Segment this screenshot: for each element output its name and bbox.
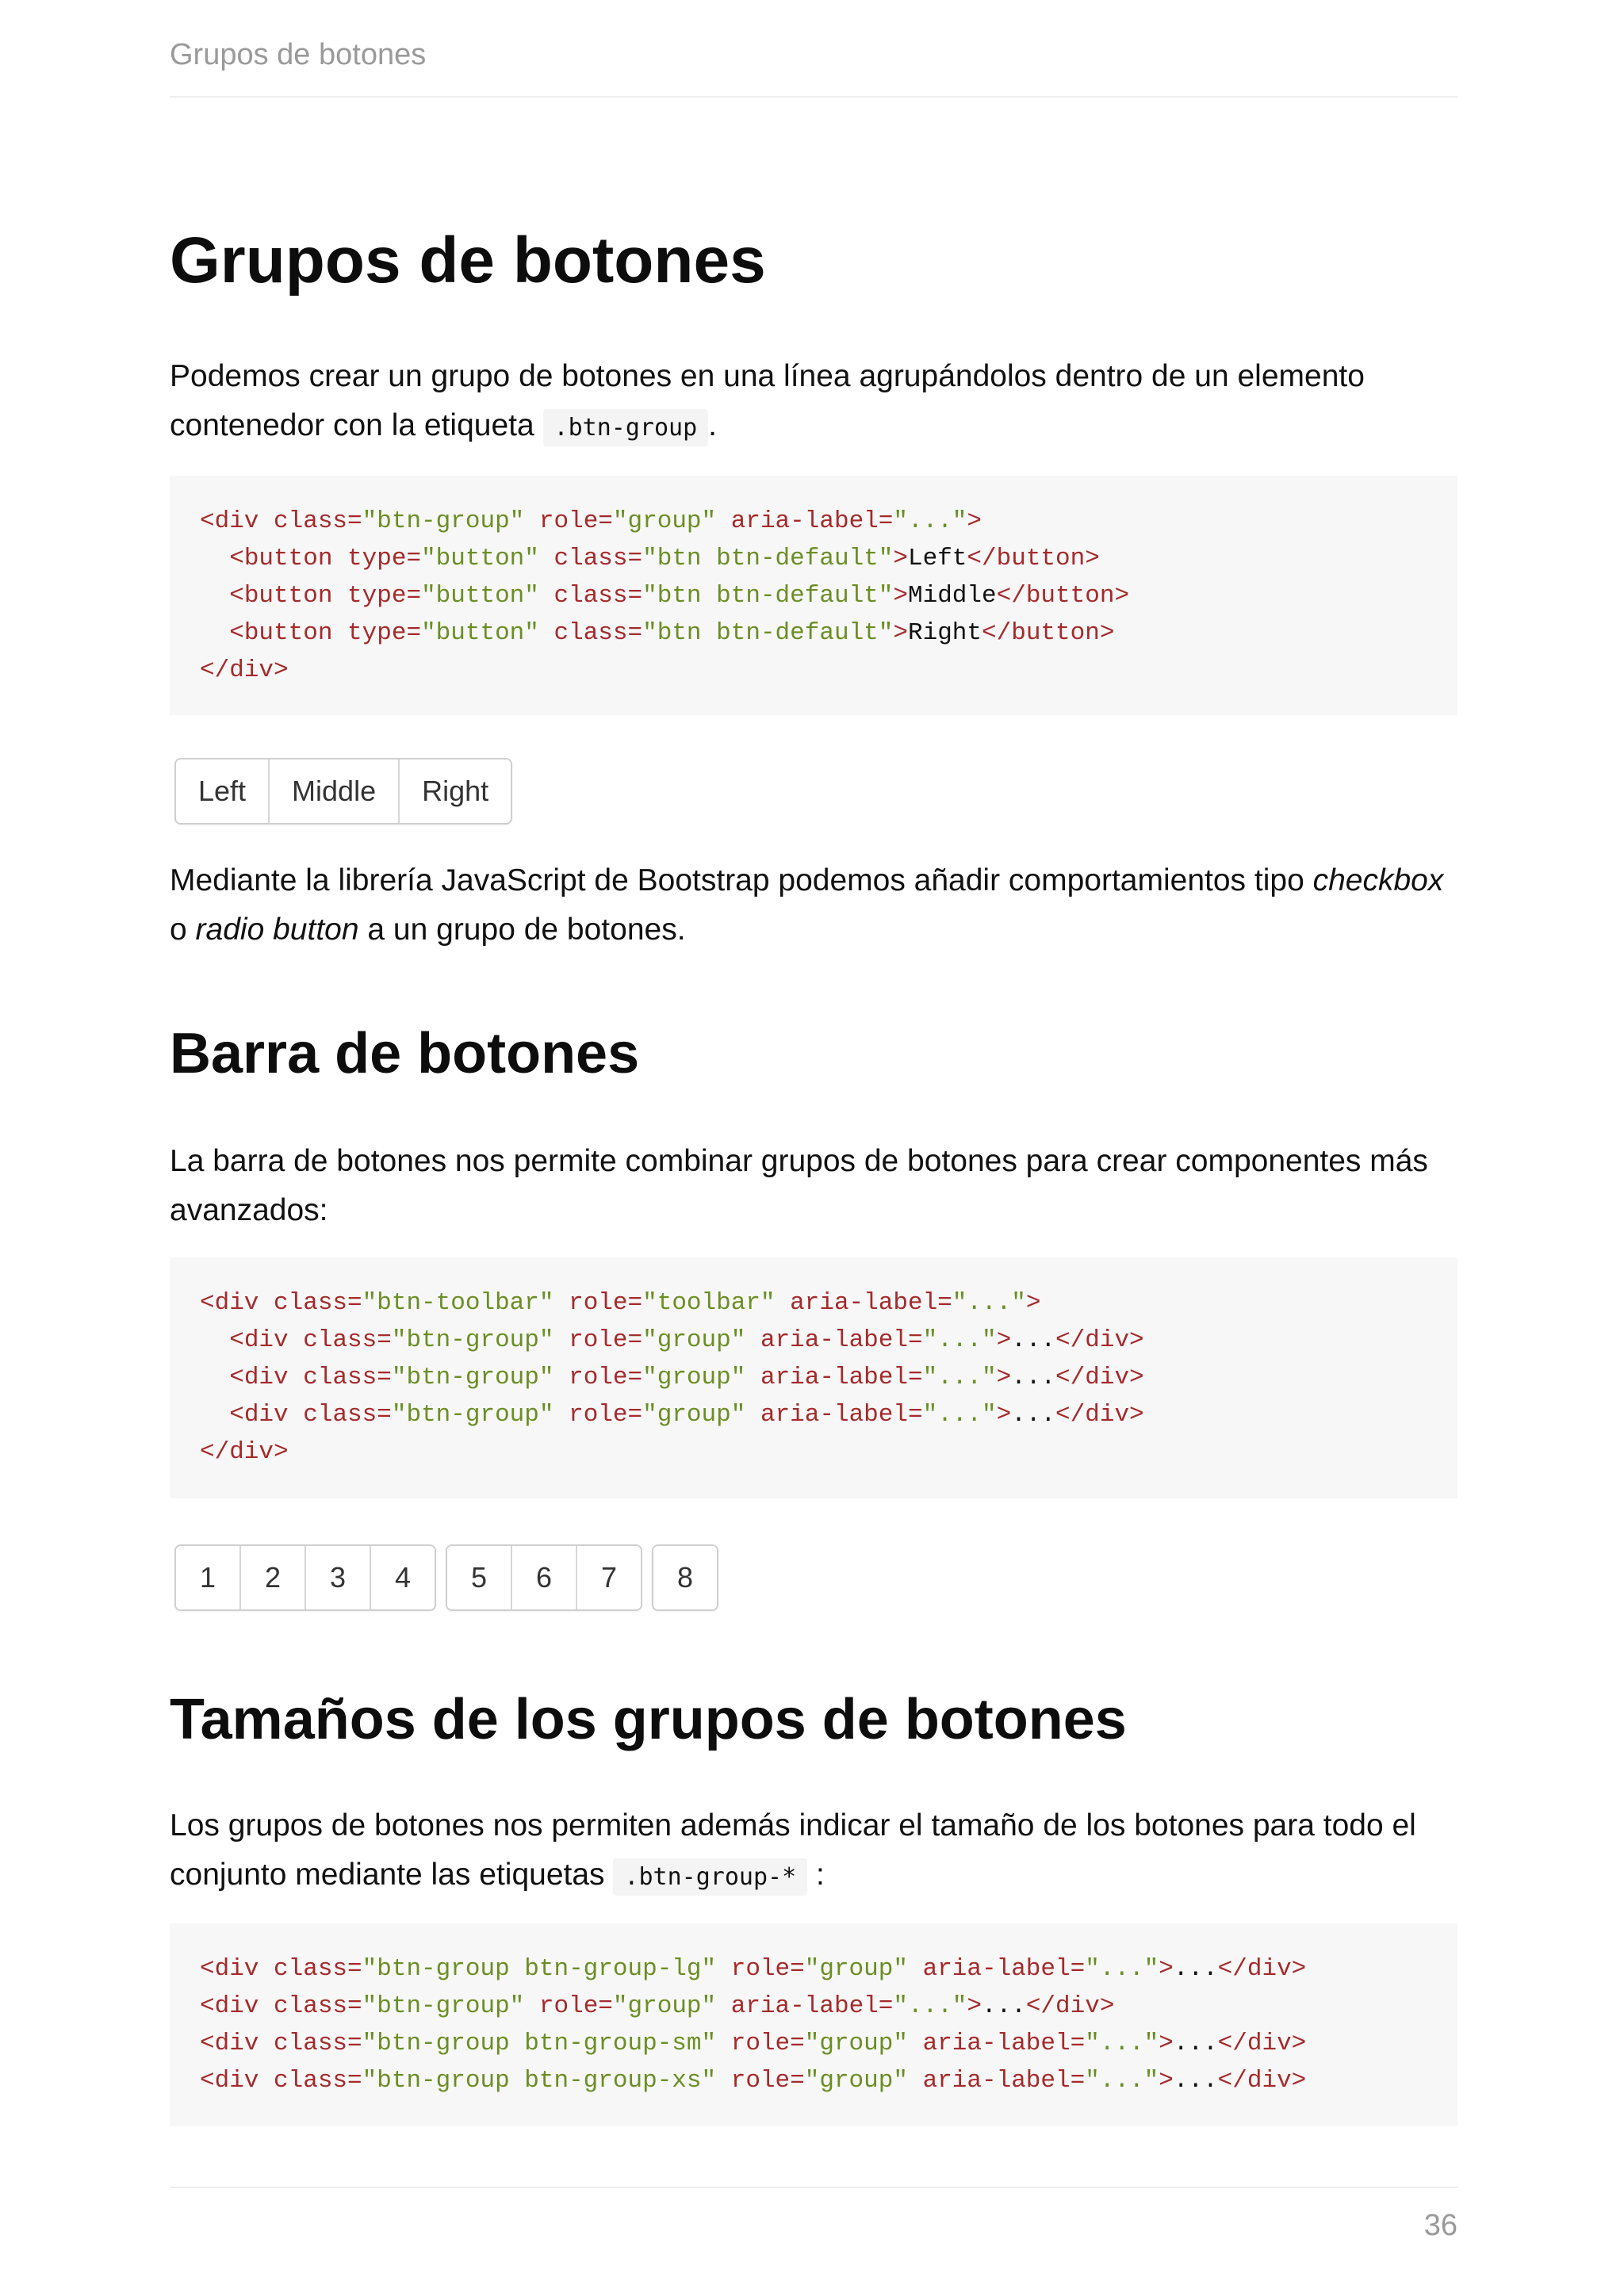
code-token: > bbox=[1025, 1289, 1041, 1317]
code-token: ... bbox=[1173, 2030, 1218, 2057]
code-token: > bbox=[893, 545, 908, 572]
footer-divider bbox=[170, 2187, 1457, 2188]
code-token: "..." bbox=[952, 1289, 1026, 1317]
code-token: aria-label= bbox=[907, 2067, 1086, 2095]
code-token: "..." bbox=[893, 1992, 967, 2020]
code-token: <div bbox=[200, 1955, 274, 1983]
code-line bbox=[200, 1988, 1427, 2025]
code-token: class= bbox=[274, 1289, 362, 1317]
code-block-btn-group-sizes bbox=[170, 1923, 1457, 2126]
code-token: aria-label= bbox=[907, 2030, 1086, 2057]
code-token: "button" bbox=[421, 582, 539, 610]
code-line bbox=[200, 1322, 1427, 1359]
code-token: "btn-group btn-group-xs" bbox=[362, 2067, 717, 2095]
code-token: class= bbox=[274, 2030, 362, 2057]
code-token: role= bbox=[716, 2030, 805, 2057]
code-token: ... bbox=[1011, 1326, 1056, 1354]
code-token: <div bbox=[229, 1326, 304, 1354]
code-token: class= bbox=[538, 545, 643, 572]
code-token: </div> bbox=[1217, 1955, 1307, 1983]
code-token: "btn-toolbar" bbox=[362, 1289, 554, 1317]
code-token: "button" bbox=[421, 619, 539, 647]
code-token: > bbox=[996, 1326, 1012, 1354]
code-token: role= bbox=[524, 507, 613, 535]
code-token: "..." bbox=[893, 507, 967, 535]
toolbar-button-7[interactable]: 7 bbox=[577, 1546, 641, 1609]
code-token bbox=[200, 619, 229, 647]
btn-group bbox=[174, 758, 512, 825]
toolbar-button-8[interactable]: 8 bbox=[653, 1546, 717, 1609]
code-token: "btn-group" bbox=[362, 507, 525, 535]
code-token bbox=[200, 1401, 229, 1429]
code-token: "button" bbox=[421, 545, 539, 572]
toolbar-group-1 bbox=[174, 1544, 436, 1611]
code-token: "btn-group btn-group-lg" bbox=[362, 1955, 717, 1983]
code-block-btn-toolbar bbox=[170, 1257, 1457, 1498]
code-token: ... bbox=[1011, 1401, 1056, 1429]
code-token: Right bbox=[908, 619, 982, 647]
inline-code-btn-group: .btn-group bbox=[543, 409, 709, 446]
code-line bbox=[200, 1359, 1427, 1396]
code-token: <div bbox=[200, 1289, 274, 1317]
code-token: class= bbox=[303, 1326, 392, 1354]
code-line bbox=[200, 1950, 1427, 1988]
code-line bbox=[200, 614, 1427, 652]
code-line bbox=[200, 1433, 1427, 1471]
paragraph-toolbar: La barra de botones nos permite combinar grupos de botones para crear componentes más avanzados: bbox=[170, 1144, 1428, 1227]
code-line bbox=[200, 1284, 1427, 1322]
code-token: </div> bbox=[1055, 1326, 1144, 1354]
code-token: > bbox=[893, 582, 908, 610]
code-token: <div bbox=[200, 507, 274, 535]
code-line bbox=[200, 503, 1427, 540]
code-token: "group" bbox=[642, 1326, 746, 1354]
code-token: "group" bbox=[612, 1992, 717, 2020]
code-token: <button bbox=[229, 619, 348, 647]
code-token: "..." bbox=[922, 1401, 997, 1429]
middle-button[interactable]: Middle bbox=[270, 760, 400, 823]
toolbar-button-2[interactable]: 2 bbox=[241, 1546, 306, 1609]
code-token: <div bbox=[200, 2067, 274, 2095]
code-token: "btn btn-default" bbox=[642, 545, 894, 572]
left-button[interactable]: Left bbox=[176, 760, 270, 823]
code-token: aria-label= bbox=[745, 1401, 923, 1429]
code-token: "..." bbox=[1085, 2030, 1159, 2057]
paragraph-js-a: Mediante la librería JavaScript de Bootstrap podemos añadir comportamientos tipo bbox=[170, 863, 1304, 897]
toolbar-button-6[interactable]: 6 bbox=[512, 1546, 577, 1609]
code-token: "btn-group" bbox=[362, 1992, 525, 2020]
code-block-btn-group bbox=[170, 476, 1457, 715]
document-page bbox=[170, 0, 1457, 2296]
section-title-barra: Barra de botones bbox=[170, 1022, 640, 1085]
code-token: role= bbox=[716, 2067, 805, 2095]
code-token: class= bbox=[274, 1955, 362, 1983]
code-token: "..." bbox=[922, 1364, 997, 1391]
code-token: <button bbox=[229, 545, 348, 572]
code-token: </div> bbox=[200, 1438, 289, 1466]
code-token: aria-label= bbox=[775, 1289, 952, 1317]
code-token: "btn btn-default" bbox=[642, 582, 894, 610]
code-token: "..." bbox=[922, 1326, 997, 1354]
code-token: <div bbox=[229, 1364, 304, 1391]
code-line bbox=[200, 2025, 1427, 2062]
code-token: > bbox=[996, 1364, 1012, 1391]
paragraph-intro bbox=[170, 352, 1457, 453]
code-token: "group" bbox=[612, 507, 717, 535]
running-header: Grupos de botones bbox=[170, 38, 427, 71]
paragraph-js-b: o bbox=[170, 913, 187, 947]
code-token: type= bbox=[347, 545, 422, 572]
paragraph-sizes-end: : bbox=[815, 1858, 825, 1892]
code-token: class= bbox=[538, 619, 643, 647]
code-token: "btn-group" bbox=[391, 1401, 554, 1429]
paragraph-js bbox=[170, 856, 1457, 955]
code-token: "group" bbox=[642, 1401, 746, 1429]
code-token: "group" bbox=[804, 2030, 908, 2057]
code-token: role= bbox=[553, 1401, 643, 1429]
code-token: <div bbox=[200, 2030, 274, 2057]
code-token: type= bbox=[347, 582, 422, 610]
emphasis-checkbox: checkbox bbox=[1312, 863, 1444, 897]
code-token: type= bbox=[347, 619, 422, 647]
code-token bbox=[200, 1364, 229, 1391]
code-line bbox=[200, 577, 1427, 614]
code-token: </button> bbox=[996, 582, 1130, 610]
toolbar-button-4[interactable]: 4 bbox=[371, 1546, 435, 1609]
toolbar-button-1[interactable]: 1 bbox=[176, 1546, 241, 1609]
code-token: role= bbox=[553, 1364, 643, 1391]
toolbar-group-2 bbox=[446, 1544, 642, 1611]
code-token bbox=[200, 545, 229, 572]
code-token: aria-label= bbox=[716, 507, 894, 535]
toolbar-button-5[interactable]: 5 bbox=[447, 1546, 512, 1609]
code-token: class= bbox=[274, 2067, 362, 2095]
code-line bbox=[200, 1396, 1427, 1433]
page-number: 36 bbox=[1423, 2209, 1457, 2242]
emphasis-radio-button: radio button bbox=[195, 913, 359, 947]
code-token: </div> bbox=[1217, 2067, 1307, 2095]
code-token: > bbox=[967, 507, 982, 535]
code-token: Middle bbox=[908, 582, 997, 610]
code-token: ... bbox=[1173, 2067, 1218, 2095]
button-toolbar-demo bbox=[174, 1544, 728, 1611]
code-token: "group" bbox=[804, 2067, 908, 2095]
code-token: </div> bbox=[200, 656, 289, 684]
code-token: > bbox=[1159, 2067, 1174, 2095]
code-token: "btn btn-default" bbox=[642, 619, 894, 647]
code-token: </button> bbox=[967, 545, 1100, 572]
code-token: <div bbox=[200, 1992, 274, 2020]
code-token: class= bbox=[274, 507, 362, 535]
code-token bbox=[200, 1326, 229, 1354]
code-token: </button> bbox=[982, 619, 1115, 647]
paragraph-intro-text: Podemos crear un grupo de botones en una línea agrupándolos dentro de un elemento contenedor con la etiqueta bbox=[170, 359, 1365, 442]
code-token: "btn-group btn-group-sm" bbox=[362, 2030, 717, 2057]
section-title-tamanos: Tamaños de los grupos de botones bbox=[170, 1688, 1127, 1751]
code-line bbox=[200, 540, 1427, 577]
code-token: class= bbox=[538, 582, 643, 610]
code-token: aria-label= bbox=[745, 1326, 923, 1354]
code-token: "btn-group" bbox=[391, 1326, 554, 1354]
code-line bbox=[200, 2062, 1427, 2099]
code-token: class= bbox=[303, 1364, 392, 1391]
paragraph-js-c: a un grupo de botones. bbox=[367, 913, 686, 947]
code-token: role= bbox=[716, 1955, 805, 1983]
code-token: ... bbox=[982, 1992, 1026, 2020]
code-token bbox=[200, 582, 229, 610]
code-token: aria-label= bbox=[745, 1364, 923, 1391]
code-token: class= bbox=[303, 1401, 392, 1429]
code-token: > bbox=[1159, 1955, 1174, 1983]
code-token: Left bbox=[908, 545, 967, 572]
toolbar-group-3 bbox=[652, 1544, 718, 1611]
code-token: ... bbox=[1173, 1955, 1218, 1983]
section-title-grupos: Grupos de botones bbox=[170, 224, 766, 297]
toolbar-button-3[interactable]: 3 bbox=[306, 1546, 371, 1609]
code-token: class= bbox=[274, 1992, 362, 2020]
inline-code-btn-group-size: .btn-group-* bbox=[613, 1858, 807, 1896]
code-token: <div bbox=[229, 1401, 304, 1429]
code-token: "toolbar" bbox=[642, 1289, 776, 1317]
code-token: <button bbox=[229, 582, 348, 610]
paragraph-intro-end: . bbox=[708, 408, 717, 442]
code-token: aria-label= bbox=[716, 1992, 894, 2020]
code-token: "..." bbox=[1085, 2067, 1159, 2095]
code-token: > bbox=[893, 619, 908, 647]
right-button[interactable]: Right bbox=[400, 760, 511, 823]
code-token: > bbox=[996, 1401, 1012, 1429]
code-token: </div> bbox=[1055, 1401, 1144, 1429]
code-token: "group" bbox=[804, 1955, 908, 1983]
code-token: ... bbox=[1011, 1364, 1056, 1391]
code-line bbox=[200, 652, 1427, 689]
code-token: role= bbox=[553, 1289, 643, 1317]
header-divider bbox=[170, 96, 1457, 98]
paragraph-sizes bbox=[170, 1801, 1457, 1902]
button-group-demo bbox=[174, 758, 522, 825]
code-token: "group" bbox=[642, 1364, 746, 1391]
code-token: </div> bbox=[1217, 2030, 1307, 2057]
code-token: </div> bbox=[1055, 1364, 1144, 1391]
paragraph-sizes-text: Los grupos de botones nos permiten además indicar el tamaño de los botones para todo el conjunto mediante las etiquetas bbox=[170, 1808, 1416, 1892]
code-token: role= bbox=[553, 1326, 643, 1354]
code-token: role= bbox=[524, 1992, 613, 2020]
code-token: aria-label= bbox=[907, 1955, 1086, 1983]
code-token: "..." bbox=[1085, 1955, 1159, 1983]
code-token: "btn-group" bbox=[391, 1364, 554, 1391]
code-token: > bbox=[1159, 2030, 1174, 2057]
code-token: </div> bbox=[1025, 1992, 1115, 2020]
code-token: > bbox=[967, 1992, 982, 2020]
